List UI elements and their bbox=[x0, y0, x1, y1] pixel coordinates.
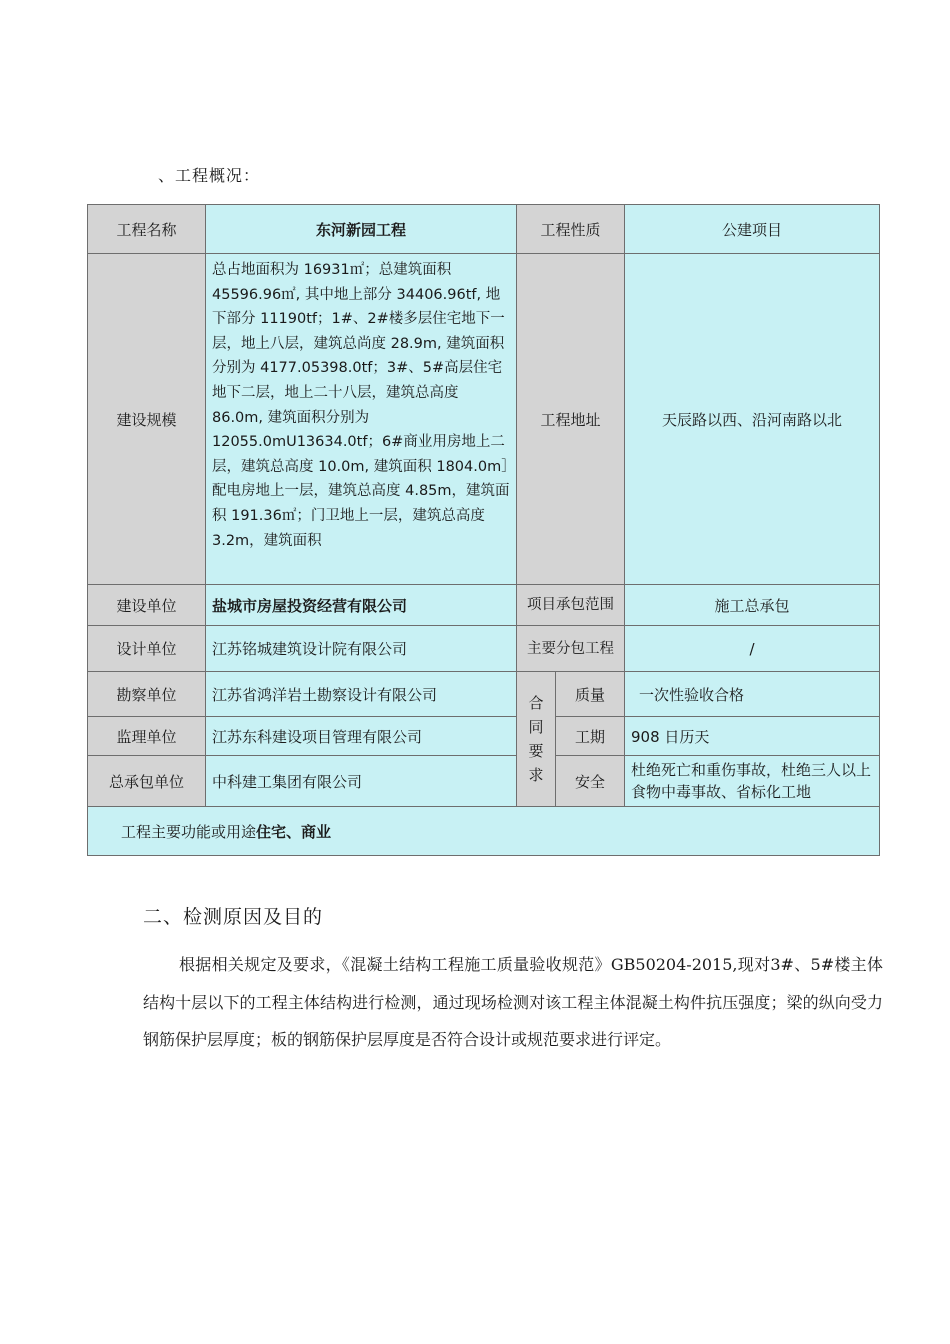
function-value: 住宅、商业 bbox=[256, 822, 332, 841]
scale-label: 建设规模 bbox=[88, 254, 206, 585]
subcontract-label: 主要分包工程 bbox=[517, 626, 625, 672]
project-nature-value: 公建项目 bbox=[625, 205, 880, 254]
scale-value: 总占地面积为 16931㎡；总建筑面积 45596.96㎡, 其中地上部分 34406.96tf, 地下部分 11190tf；1#、2#楼多层住宅地下一层，地上八层，建筑总尚度 28.9m, 建筑面积分别为 4177.05398.0tf；3#、5#高层住宅地下二层，地上二十八层，建筑总高度 86.0m, 建筑面积分别为 12055.0mU13634.0tf；6#商业用房地上二层，建筑总高度 10.0m, 建筑面积 1804.0m］配电房地上一层，建筑总高度 4.85m，建筑面积 191.36㎡；门卫地上一层，建筑总高度 3.2m，建筑面积 bbox=[212, 262, 510, 549]
builder-value: 盐城市房屋投资经营有限公司 bbox=[206, 585, 517, 626]
project-name-label: 工程名称 bbox=[88, 205, 206, 254]
contract-requirements-label: 合同要求 bbox=[528, 694, 544, 784]
project-nature-label: 工程性质 bbox=[517, 205, 625, 254]
quality-value: 一次性验收合格 bbox=[625, 672, 880, 717]
survey-label: 勘察单位 bbox=[88, 672, 206, 717]
address-label: 工程地址 bbox=[517, 254, 625, 585]
purpose-paragraph: 根据相关规定及要求，《混凝土结构工程施工质量验收规范》GB50204-2015,现对3#、5#楼主体结构十层以下的工程主体结构进行检测，通过现场检测对该工程主体混凝土构件抗压强度；梁的纵向受力钢筋保护层厚度；板的钢筋保护层厚度是否符合设计或规范要求进行评定。 bbox=[143, 955, 883, 1049]
contract-scope-value: 施工总承包 bbox=[625, 585, 880, 626]
project-name-value: 东河新园工程 bbox=[206, 205, 517, 254]
designer-label: 设计单位 bbox=[88, 626, 206, 672]
survey-value: 江苏省鸿洋岩土勘察设计有限公司 bbox=[206, 672, 517, 717]
safety-label: 安全 bbox=[556, 756, 625, 807]
contract-scope-label: 项目承包范围 bbox=[517, 585, 625, 626]
builder-label: 建设单位 bbox=[88, 585, 206, 626]
section-title-purpose: 二、检测原因及目的 bbox=[143, 906, 324, 928]
subcontract-value: / bbox=[625, 626, 880, 672]
supervisor-value: 江苏东科建设项目管理有限公司 bbox=[206, 717, 517, 756]
designer-value: 江苏铭城建筑设计院有限公司 bbox=[206, 626, 517, 672]
quality-label: 质量 bbox=[556, 672, 625, 717]
supervisor-label: 监理单位 bbox=[88, 717, 206, 756]
general-contractor-label: 总承包单位 bbox=[88, 756, 206, 807]
period-label: 工期 bbox=[556, 717, 625, 756]
address-value: 天辰路以西、沿河南路以北 bbox=[625, 254, 880, 585]
project-info-table bbox=[87, 204, 880, 856]
section-title-overview: 、工程概况： bbox=[158, 166, 261, 185]
period-value: 908 日历天 bbox=[625, 717, 880, 756]
function-label: 工程主要功能或用途 bbox=[121, 822, 257, 841]
safety-value: 杜绝死亡和重伤事故，杜绝三人以上食物中毒事故、省标化工地 bbox=[625, 756, 880, 807]
general-contractor-value: 中科建工集团有限公司 bbox=[206, 756, 517, 807]
